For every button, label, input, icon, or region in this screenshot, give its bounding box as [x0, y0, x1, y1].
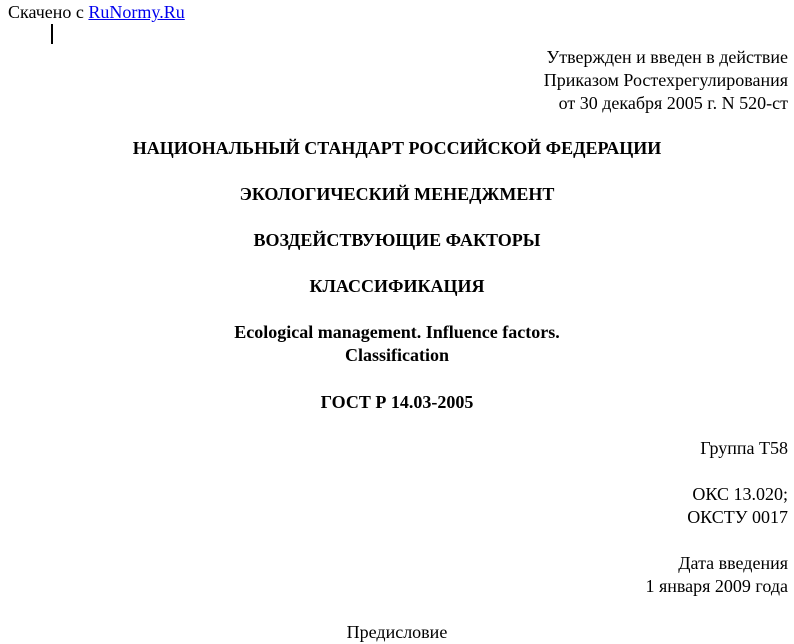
preface-heading: Предисловие	[346, 622, 448, 642]
intro-date-label: Дата введения	[678, 553, 788, 573]
approval-line-1: Утвержден и введен в действие	[546, 47, 788, 67]
approval-block	[544, 46, 788, 115]
introduction-date	[645, 552, 788, 598]
english-title-line-1: Ecological management. Influence factors.	[234, 322, 560, 342]
text-cursor	[51, 24, 53, 44]
intro-date-value: 1 января 2009 года	[645, 576, 788, 596]
eco-management-heading: ЭКОЛОГИЧЕСКИЙ МЕНЕДЖМЕНТ	[239, 184, 555, 204]
approval-line-3: от 30 декабря 2005 г. N 520-ст	[558, 93, 788, 113]
runormy-link[interactable]: RuNormy.Ru	[88, 2, 185, 22]
okstu-code: ОКСТУ 0017	[687, 507, 788, 527]
influence-factors-heading: ВОЗДЕЙСТВУЮЩИЕ ФАКТОРЫ	[253, 230, 541, 250]
source-prefix: Скачено с	[8, 2, 89, 22]
approval-line-2: Приказом Ростехрегулирования	[543, 70, 788, 90]
source-line	[8, 1, 185, 24]
national-standard-heading: НАЦИОНАЛЬНЫЙ СТАНДАРТ РОССИЙСКОЙ ФЕДЕРАЦИИ	[132, 138, 662, 158]
oks-code: ОКС 13.020;	[692, 484, 788, 504]
classification-heading: КЛАССИФИКАЦИЯ	[309, 276, 485, 296]
gost-number: ГОСТ Р 14.03-2005	[320, 392, 474, 412]
classification-codes	[687, 483, 788, 529]
group-code: Группа Т58	[700, 438, 788, 458]
english-title-line-2: Classification	[344, 345, 449, 365]
